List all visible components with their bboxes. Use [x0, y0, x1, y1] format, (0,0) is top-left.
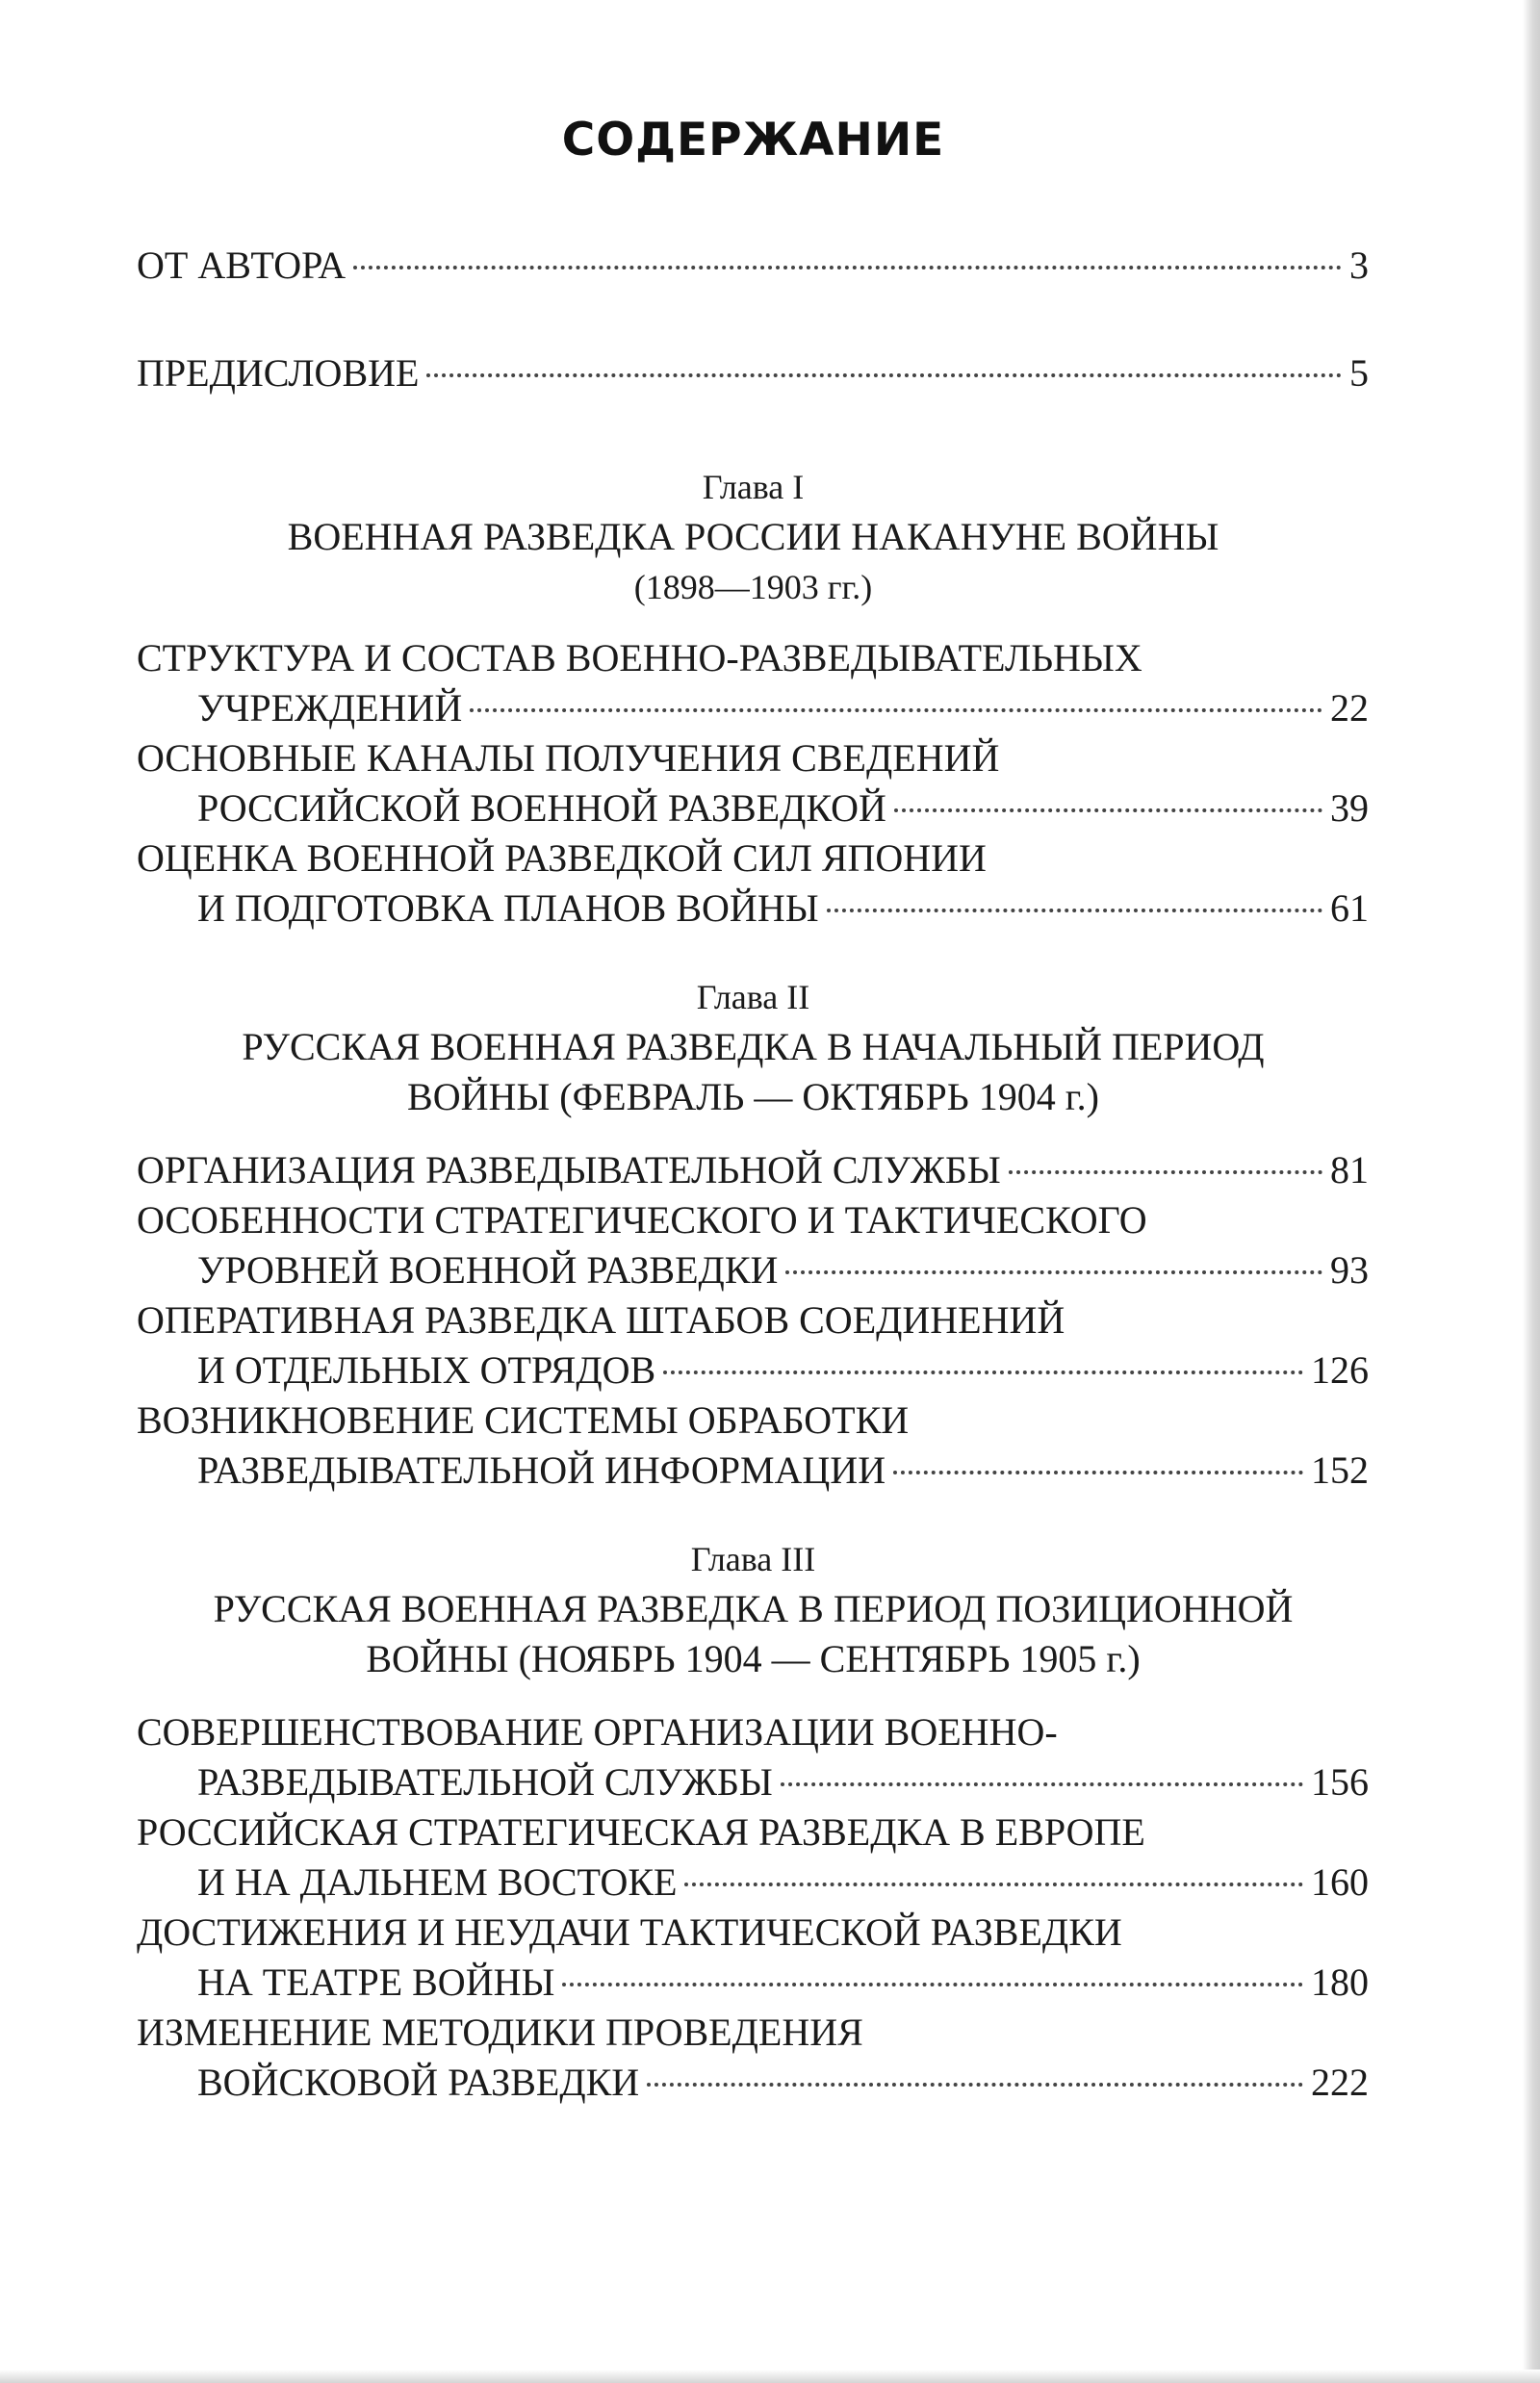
page-bottom-edge — [0, 2370, 1540, 2383]
toc-page-number: 93 — [1330, 1248, 1369, 1292]
toc-section-line: ОСОБЕННОСТИ СТРАТЕГИЧЕСКОГО И ТАКТИЧЕСКОГО — [137, 1198, 1147, 1242]
toc-entry-label: И ПОДГОТОВКА ПЛАНОВ ВОЙНЫ — [197, 886, 819, 930]
leader-dots — [647, 2083, 1303, 2087]
toc-section-entry[interactable] — [197, 2058, 1369, 2108]
toc-entry-label: И ОТДЕЛЬНЫХ ОТРЯДОВ — [197, 1348, 656, 1392]
chapter-title-line: ВОЙНЫ (НОЯБРЬ 1904 — СЕНТЯБРЬ 1905 г.) — [366, 1637, 1141, 1680]
leader-dots — [785, 1270, 1322, 1274]
toc-page-number: 61 — [1330, 886, 1369, 930]
page-edge-shadow — [1523, 0, 1540, 2383]
toc-entry-label: ВОЙСКОВОЙ РАЗВЕДКИ — [197, 2061, 640, 2104]
toc-entry-label: РАЗВЕДЫВАТЕЛЬНОЙ ИНФОРМАЦИИ — [197, 1448, 886, 1492]
toc-section-line: РОССИЙСКАЯ СТРАТЕГИЧЕСКАЯ РАЗВЕДКА В ЕВРОПЕ — [137, 1810, 1145, 1854]
toc-section-line: ОПЕРАТИВНАЯ РАЗВЕДКА ШТАБОВ СОЕДИНЕНИЙ — [137, 1298, 1065, 1342]
toc-page-number: 152 — [1311, 1448, 1369, 1492]
toc-section-entry[interactable] — [197, 1958, 1369, 2008]
chapter-heading: Глава II — [696, 978, 810, 1016]
toc-entry-label: РАЗВЕДЫВАТЕЛЬНОЙ СЛУЖБЫ — [197, 1760, 773, 1804]
toc-entry-label: УРОВНЕЙ ВОЕННОЙ РАЗВЕДКИ — [197, 1248, 779, 1292]
chapter-title-line: РУССКАЯ ВОЕННАЯ РАЗВЕДКА В НАЧАЛЬНЫЙ ПЕРИОД — [242, 1025, 1265, 1068]
toc-section-entry[interactable] — [197, 783, 1369, 833]
toc-section-entry[interactable] — [197, 1446, 1369, 1496]
leader-dots — [781, 1782, 1303, 1786]
toc-section-entry[interactable] — [197, 1345, 1369, 1396]
toc-page-number: 180 — [1311, 1960, 1369, 2004]
chapter-title-line: РУССКАЯ ВОЕННАЯ РАЗВЕДКА В ПЕРИОД ПОЗИЦИОННОЙ — [213, 1587, 1294, 1630]
leader-dots — [470, 708, 1322, 712]
toc-section-line: ВОЗНИКНОВЕНИЕ СИСТЕМЫ ОБРАБОТКИ — [137, 1398, 910, 1442]
toc-section-line: ИЗМЕНЕНИЕ МЕТОДИКИ ПРОВЕДЕНИЯ — [137, 2011, 863, 2054]
toc-page-number: 81 — [1330, 1148, 1369, 1192]
toc-section-entry[interactable] — [137, 1145, 1369, 1195]
toc-page-number: 22 — [1330, 686, 1369, 730]
toc-section-line: СОВЕРШЕНСТВОВАНИЕ ОРГАНИЗАЦИИ ВОЕННО- — [137, 1710, 1058, 1754]
toc-entry-label: ОТ АВТОРА — [137, 243, 346, 287]
toc-entry-label: ОРГАНИЗАЦИЯ РАЗВЕДЫВАТЕЛЬНОЙ СЛУЖБЫ — [137, 1148, 1001, 1192]
leader-dots — [663, 1371, 1303, 1374]
toc-page-number: 160 — [1311, 1860, 1369, 1904]
leader-dots — [562, 1983, 1303, 1986]
toc-section-line: ОСНОВНЫЕ КАНАЛЫ ПОЛУЧЕНИЯ СВЕДЕНИЙ — [137, 736, 1000, 780]
toc-entry-label: ПРЕДИСЛОВИЕ — [137, 351, 420, 395]
page-title: СОДЕРЖАНИЕ — [561, 114, 945, 167]
leader-dots — [1009, 1170, 1322, 1174]
toc-section-line: ОЦЕНКА ВОЕННОЙ РАЗВЕДКОЙ СИЛ ЯПОНИИ — [137, 836, 987, 880]
toc-entry-label: УЧРЕЖДЕНИЙ — [197, 686, 463, 730]
toc-page-number: 3 — [1349, 243, 1369, 287]
leader-dots — [353, 266, 1342, 269]
leader-dots — [684, 1883, 1303, 1886]
toc-page-number: 39 — [1330, 786, 1369, 830]
leader-dots — [893, 1471, 1303, 1474]
toc-section-line: ДОСТИЖЕНИЯ И НЕУДАЧИ ТАКТИЧЕСКОЙ РАЗВЕДКИ — [137, 1910, 1122, 1954]
toc-section-entry[interactable] — [197, 1858, 1369, 1908]
toc-entry-label: НА ТЕАТРЕ ВОЙНЫ — [197, 1960, 555, 2004]
toc-page-number: 5 — [1349, 351, 1369, 395]
toc-page-number: 156 — [1311, 1760, 1369, 1804]
leader-dots — [894, 808, 1322, 812]
chapter-title-line: ВОЙНЫ (ФЕВРАЛЬ — ОКТЯБРЬ 1904 г.) — [407, 1075, 1099, 1118]
toc-section-entry[interactable] — [197, 884, 1369, 934]
toc-section-entry[interactable] — [197, 1757, 1369, 1807]
toc-section-line: СТРУКТУРА И СОСТАВ ВОЕННО-РАЗВЕДЫВАТЕЛЬНЫХ — [137, 636, 1142, 679]
chapter-heading: Глава III — [690, 1540, 816, 1578]
leader-dots — [426, 373, 1342, 377]
toc-section-entry[interactable] — [197, 683, 1369, 733]
toc-page-number: 222 — [1311, 2061, 1369, 2104]
chapter-title-line: (1898—1903 гг.) — [633, 568, 873, 606]
toc-entry-label: РОССИЙСКОЙ ВОЕННОЙ РАЗВЕДКОЙ — [197, 786, 886, 830]
toc-entry-label: И НА ДАЛЬНЕМ ВОСТОКЕ — [197, 1860, 678, 1904]
toc-page-number: 126 — [1311, 1348, 1369, 1392]
toc-section-entry[interactable] — [197, 1245, 1369, 1295]
toc-entry-preface[interactable] — [137, 348, 1369, 398]
chapter-title-line: ВОЕННАЯ РАЗВЕДКА РОССИИ НАКАНУНЕ ВОЙНЫ — [287, 515, 1219, 558]
toc-entry-author[interactable] — [137, 241, 1369, 291]
leader-dots — [827, 909, 1322, 912]
chapter-heading: Глава I — [702, 468, 805, 506]
